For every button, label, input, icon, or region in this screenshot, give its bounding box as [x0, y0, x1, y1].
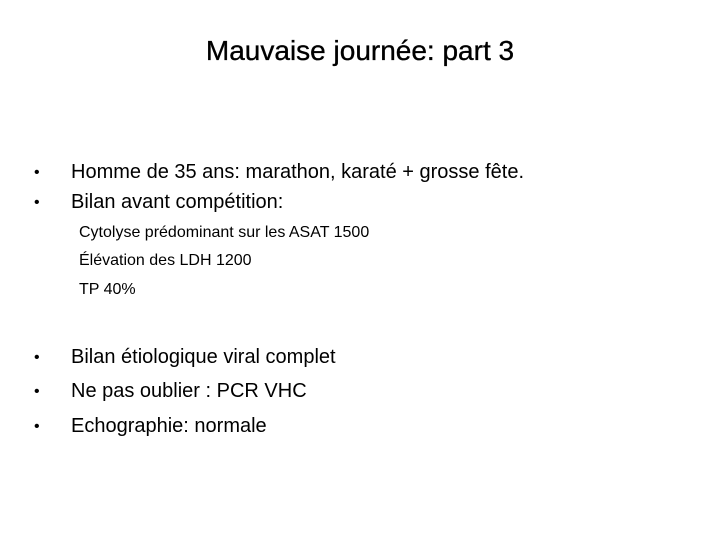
- bullet-text: Homme de 35 ans: marathon, karaté + grosse fête.: [71, 161, 525, 183]
- bullet-item: [34, 413, 267, 440]
- slide-title: Mauvaise journée: part 3: [205, 35, 515, 66]
- bullet-icon: •: [34, 349, 40, 366]
- bullet-item: [34, 344, 336, 371]
- bullet-icon: •: [34, 383, 40, 400]
- bullet-icon: •: [34, 418, 40, 435]
- bullet-icon: •: [34, 164, 40, 181]
- sub-item: Élévation des LDH 1200: [79, 252, 252, 269]
- bullet-icon: •: [34, 194, 40, 211]
- sub-item: TP 40%: [79, 281, 136, 298]
- bullet-item: [34, 159, 524, 186]
- bullet-text: Bilan étiologique viral complet: [71, 346, 336, 368]
- bullet-item: [34, 378, 307, 405]
- bullet-item: [34, 189, 283, 216]
- bullet-text: Bilan avant compétition:: [71, 191, 284, 213]
- bullet-text: Echographie: normale: [71, 415, 267, 437]
- sub-item: Cytolyse prédominant sur les ASAT 1500: [79, 224, 370, 241]
- bullet-text: Ne pas oublier : PCR VHC: [71, 380, 307, 402]
